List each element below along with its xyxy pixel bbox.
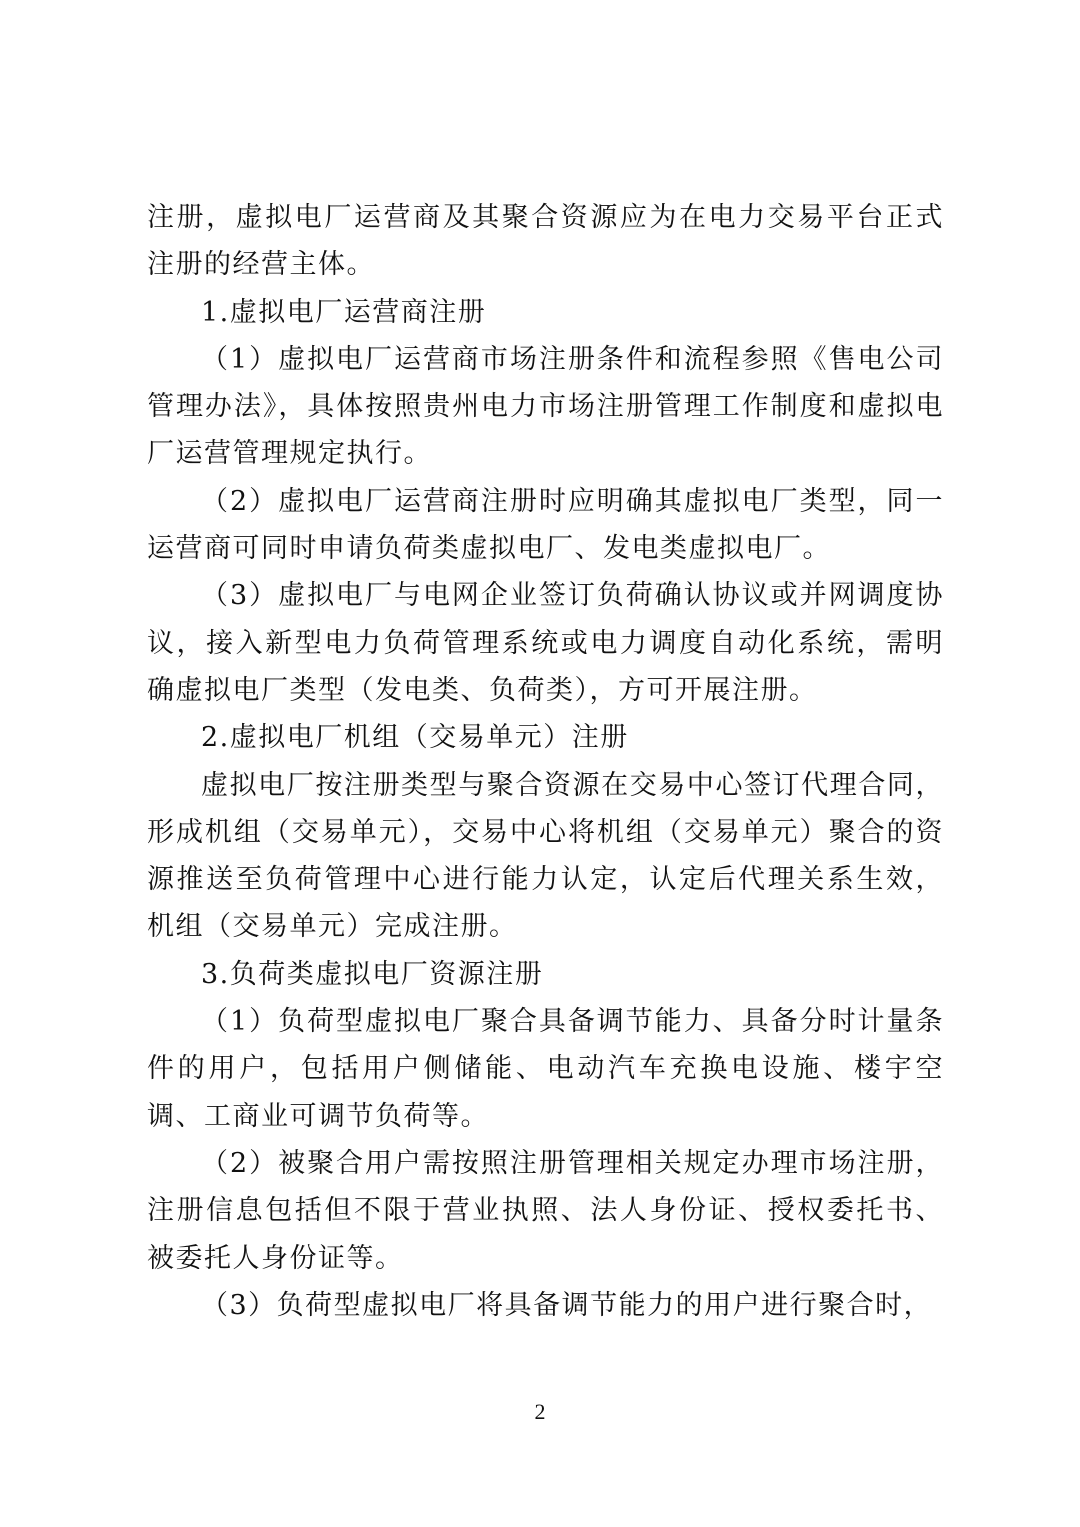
- heading-load-resource-registration: 3.负荷类虚拟电厂资源注册: [201, 958, 544, 990]
- paragraph-continuation: 注册，虚拟电厂运营商及其聚合资源应为在电力交易平台正式注册的经营主体。: [147, 202, 944, 281]
- paragraph-user-registration-info: （2）被聚合用户需按照注册管理相关规定办理市场注册，注册信息包括但不限于营业执照、法人身份证、授权委托书、被委托人身份证等。: [147, 1147, 944, 1274]
- paragraph-operator-conditions: （1）虚拟电厂运营商市场注册条件和流程参照《售电公司管理办法》，具体按照贵州电力市场注册管理工作制度和虚拟电厂运营管理规定执行。: [147, 343, 944, 470]
- paragraph-operator-type: （2）虚拟电厂运营商注册时应明确其虚拟电厂类型，同一运营商可同时申请负荷类虚拟电厂、发电类虚拟电厂。: [147, 485, 944, 565]
- page-number: 2: [534, 1399, 546, 1424]
- heading-operator-registration: 1.虚拟电厂运营商注册: [201, 296, 487, 328]
- body-text: [147, 194, 944, 1329]
- paragraph-unit-contract: 虚拟电厂按注册类型与聚合资源在交易中心签订代理合同，形成机组（交易单元），交易中心将机组（交易单元）聚合的资源推送至负荷管理中心进行能力认定，认定后代理关系生效，机组（交易单元）完成注册。: [147, 769, 944, 943]
- paragraph-load-users: （1）负荷型虚拟电厂聚合具备调节能力、具备分时计量条件的用户，包括用户侧储能、电动汽车充换电设施、楼宇空调、工商业可调节负荷等。: [147, 1006, 944, 1132]
- heading-unit-registration: 2.虚拟电厂机组（交易单元）注册: [201, 722, 629, 754]
- paragraph-load-aggregation: （3）负荷型虚拟电厂将具备调节能力的用户进行聚合时，: [201, 1289, 933, 1321]
- paragraph-grid-agreement: （3）虚拟电厂与电网企业签订负荷确认协议或并网调度协议，接入新型电力负荷管理系统或电力调度自动化系统，需明确虚拟电厂类型（发电类、负荷类），方可开展注册。: [147, 580, 944, 706]
